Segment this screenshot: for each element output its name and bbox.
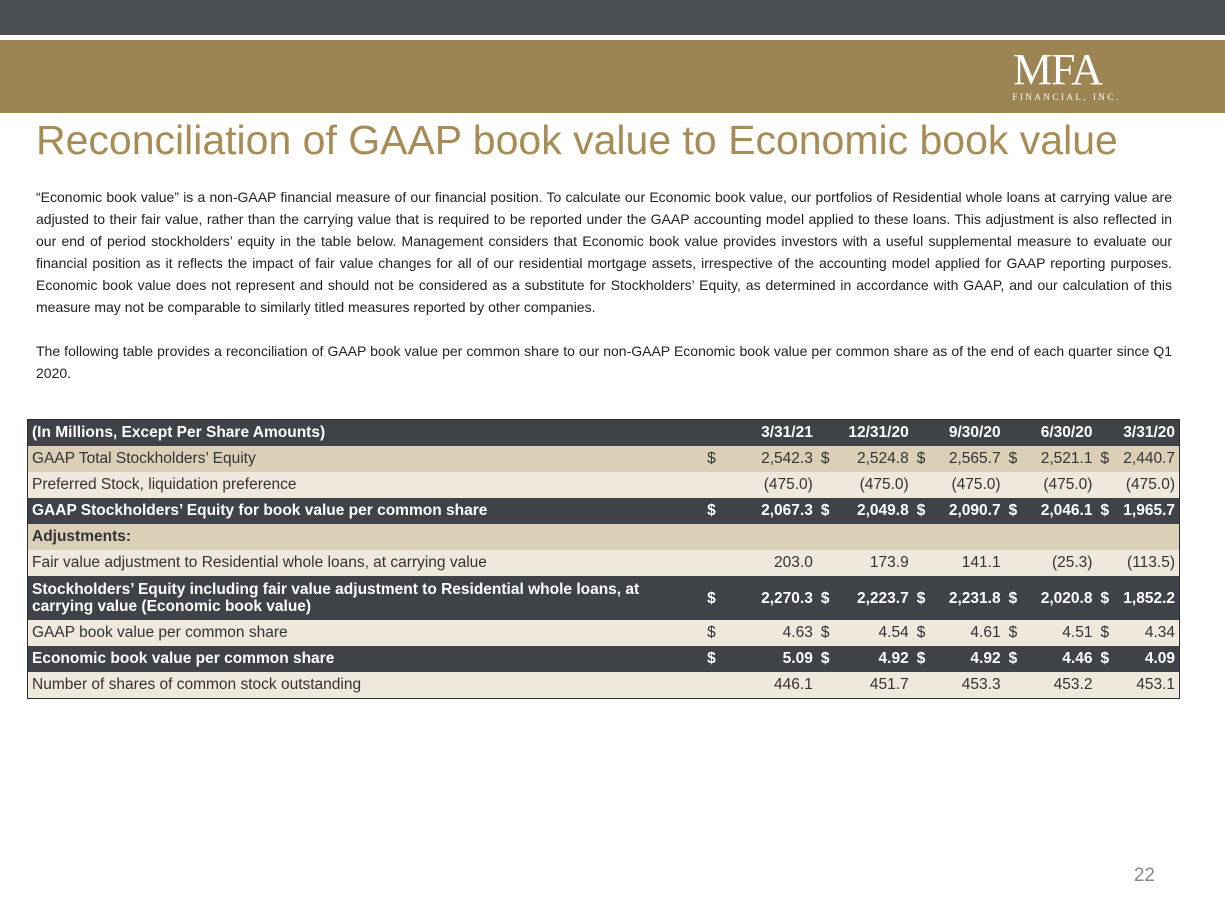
currency-symbol: $ bbox=[913, 498, 933, 524]
header-3-31-20: 3/31/20 bbox=[1096, 420, 1179, 447]
table-row-economic-equity bbox=[28, 576, 1180, 620]
currency-symbol: $ bbox=[1005, 446, 1025, 472]
row-label: Number of shares of common stock outstanding bbox=[28, 672, 704, 699]
currency-symbol: $ bbox=[817, 646, 837, 672]
currency-symbol: $ bbox=[1005, 576, 1025, 620]
cell-value: 451.7 bbox=[837, 672, 913, 699]
table-row-preferred-stock bbox=[28, 472, 1180, 498]
currency-symbol: $ bbox=[817, 620, 837, 646]
currency-symbol: $ bbox=[1096, 646, 1116, 672]
cell-value: 4.51 bbox=[1025, 620, 1097, 646]
row-label: GAAP Total Stockholders’ Equity bbox=[28, 446, 704, 472]
currency-symbol: $ bbox=[817, 576, 837, 620]
cell-value: 4.34 bbox=[1116, 620, 1179, 646]
table-row-economic-book-value-per-share bbox=[28, 646, 1180, 672]
top-dark-bar bbox=[0, 0, 1225, 35]
table-row-fair-value-adjustment bbox=[28, 550, 1180, 576]
row-label: Adjustments: bbox=[28, 524, 1180, 550]
cell-value: (475.0) bbox=[837, 472, 913, 498]
currency-symbol bbox=[817, 672, 837, 699]
currency-symbol: $ bbox=[1096, 446, 1116, 472]
reconciliation-table bbox=[27, 419, 1180, 699]
currency-symbol bbox=[1005, 550, 1025, 576]
table-row-gaap-total-equity bbox=[28, 446, 1180, 472]
cell-value: 2,020.8 bbox=[1025, 576, 1097, 620]
currency-symbol: $ bbox=[1005, 646, 1025, 672]
cell-value: (475.0) bbox=[933, 472, 1005, 498]
cell-value: 2,046.1 bbox=[1025, 498, 1097, 524]
currency-symbol bbox=[1096, 472, 1116, 498]
cell-value: 4.09 bbox=[1116, 646, 1179, 672]
cell-value: 4.92 bbox=[837, 646, 913, 672]
cell-value: 2,067.3 bbox=[727, 498, 817, 524]
currency-symbol bbox=[703, 672, 727, 699]
currency-symbol: $ bbox=[1096, 576, 1116, 620]
currency-symbol: $ bbox=[913, 446, 933, 472]
header-6-30-20: 6/30/20 bbox=[1005, 420, 1097, 447]
cell-value: 4.46 bbox=[1025, 646, 1097, 672]
header-label: (In Millions, Except Per Share Amounts) bbox=[28, 420, 704, 447]
cell-value: 2,542.3 bbox=[727, 446, 817, 472]
cell-value: 453.2 bbox=[1025, 672, 1097, 699]
cell-value: (25.3) bbox=[1025, 550, 1097, 576]
currency-symbol: $ bbox=[817, 446, 837, 472]
cell-value: 2,223.7 bbox=[837, 576, 913, 620]
row-label: Fair value adjustment to Residential whole loans, at carrying value bbox=[28, 550, 704, 576]
cell-value: 453.3 bbox=[933, 672, 1005, 699]
cell-value: 2,231.8 bbox=[933, 576, 1005, 620]
cell-value: (113.5) bbox=[1116, 550, 1179, 576]
cell-value: (475.0) bbox=[727, 472, 817, 498]
cell-value: 2,270.3 bbox=[727, 576, 817, 620]
intro-text bbox=[36, 186, 1172, 384]
currency-symbol bbox=[703, 472, 727, 498]
cell-value: 2,565.7 bbox=[933, 446, 1005, 472]
intro-paragraph-1: “Economic book value” is a non-GAAP financial measure of our financial position. To calculate our Economic book value, our portfolios of Residential whole loans at carrying value are adjusted to their fair value, rather than the carrying value that is required to be reported under the GAAP accounting model applied to these loans. This adjustment is also reflected in our end of period stockholders’ equity in the table below. Management considers that Economic book value provides investors with a useful supplemental measure to evaluate our financial position as it reflects the impact of fair value changes for all of our residential mortgage assets, irrespective of the accounting model applied for GAAP reporting purposes. Economic book value does not represent and should not be considered as a substitute for Stockholders’ Equity, as determined in accordance with GAAP, and our calculation of this measure may not be comparable to similarly titled measures reported by other companies. bbox=[36, 189, 1172, 315]
currency-symbol: $ bbox=[703, 498, 727, 524]
page-title: Reconciliation of GAAP book value to Economic book value bbox=[36, 117, 1118, 163]
header-12-31-20: 12/31/20 bbox=[817, 420, 913, 447]
row-label: Economic book value per common share bbox=[28, 646, 704, 672]
cell-value: 203.0 bbox=[727, 550, 817, 576]
currency-symbol bbox=[913, 672, 933, 699]
currency-symbol: $ bbox=[703, 446, 727, 472]
row-label: GAAP Stockholders’ Equity for book value per common share bbox=[28, 498, 704, 524]
currency-symbol: $ bbox=[1005, 620, 1025, 646]
row-label: Preferred Stock, liquidation preference bbox=[28, 472, 704, 498]
currency-symbol: $ bbox=[913, 620, 933, 646]
cell-value: 1,965.7 bbox=[1116, 498, 1179, 524]
cell-value: 4.92 bbox=[933, 646, 1005, 672]
currency-symbol: $ bbox=[913, 646, 933, 672]
currency-symbol bbox=[1096, 550, 1116, 576]
header-9-30-20: 9/30/20 bbox=[913, 420, 1005, 447]
row-label-line-2: carrying value (Economic book value) bbox=[32, 598, 312, 615]
cell-value: 453.1 bbox=[1116, 672, 1179, 699]
header-3-31-21: 3/31/21 bbox=[703, 420, 817, 447]
table-header-row bbox=[28, 420, 1180, 447]
table-row-gaap-book-value-per-share bbox=[28, 620, 1180, 646]
currency-symbol bbox=[1005, 472, 1025, 498]
currency-symbol: $ bbox=[1096, 620, 1116, 646]
cell-value: 4.61 bbox=[933, 620, 1005, 646]
table-row-gaap-equity-book-value bbox=[28, 498, 1180, 524]
table-row-shares-outstanding bbox=[28, 672, 1180, 699]
cell-value: (475.0) bbox=[1116, 472, 1179, 498]
currency-symbol bbox=[913, 472, 933, 498]
currency-symbol: $ bbox=[703, 646, 727, 672]
currency-symbol: $ bbox=[703, 620, 727, 646]
row-label-line-1: Stockholders’ Equity including fair value adjustment to Residential whole loans, at bbox=[32, 581, 640, 598]
cell-value: 1,852.2 bbox=[1116, 576, 1179, 620]
currency-symbol bbox=[817, 472, 837, 498]
currency-symbol: $ bbox=[703, 576, 727, 620]
cell-value: 2,521.1 bbox=[1025, 446, 1097, 472]
currency-symbol: $ bbox=[1096, 498, 1116, 524]
company-logo bbox=[985, 45, 1130, 108]
cell-value: 2,440.7 bbox=[1116, 446, 1179, 472]
cell-value: 4.54 bbox=[837, 620, 913, 646]
cell-value: 2,524.8 bbox=[837, 446, 913, 472]
cell-value: 446.1 bbox=[727, 672, 817, 699]
cell-value: (475.0) bbox=[1025, 472, 1097, 498]
currency-symbol bbox=[913, 550, 933, 576]
currency-symbol: $ bbox=[817, 498, 837, 524]
page-number: 22 bbox=[1133, 865, 1155, 886]
currency-symbol bbox=[1096, 672, 1116, 699]
cell-value: 2,090.7 bbox=[933, 498, 1005, 524]
currency-symbol bbox=[1005, 672, 1025, 699]
currency-symbol: $ bbox=[913, 576, 933, 620]
cell-value: 4.63 bbox=[727, 620, 817, 646]
cell-value: 173.9 bbox=[837, 550, 913, 576]
intro-paragraph-2: The following table provides a reconciliation of GAAP book value per common share to our non-GAAP Economic book value per common share as of the end of each quarter since Q1 2020. bbox=[36, 343, 1172, 381]
logo-wordmark: MFA bbox=[1012, 45, 1103, 94]
cell-value: 141.1 bbox=[933, 550, 1005, 576]
currency-symbol bbox=[817, 550, 837, 576]
cell-value: 2,049.8 bbox=[837, 498, 913, 524]
currency-symbol: $ bbox=[1005, 498, 1025, 524]
table-row-adjustments-heading bbox=[28, 524, 1180, 550]
row-label bbox=[28, 576, 704, 620]
row-label: GAAP book value per common share bbox=[28, 620, 704, 646]
cell-value: 5.09 bbox=[727, 646, 817, 672]
currency-symbol bbox=[703, 550, 727, 576]
logo-subtitle: FINANCIAL, INC. bbox=[1012, 92, 1121, 102]
